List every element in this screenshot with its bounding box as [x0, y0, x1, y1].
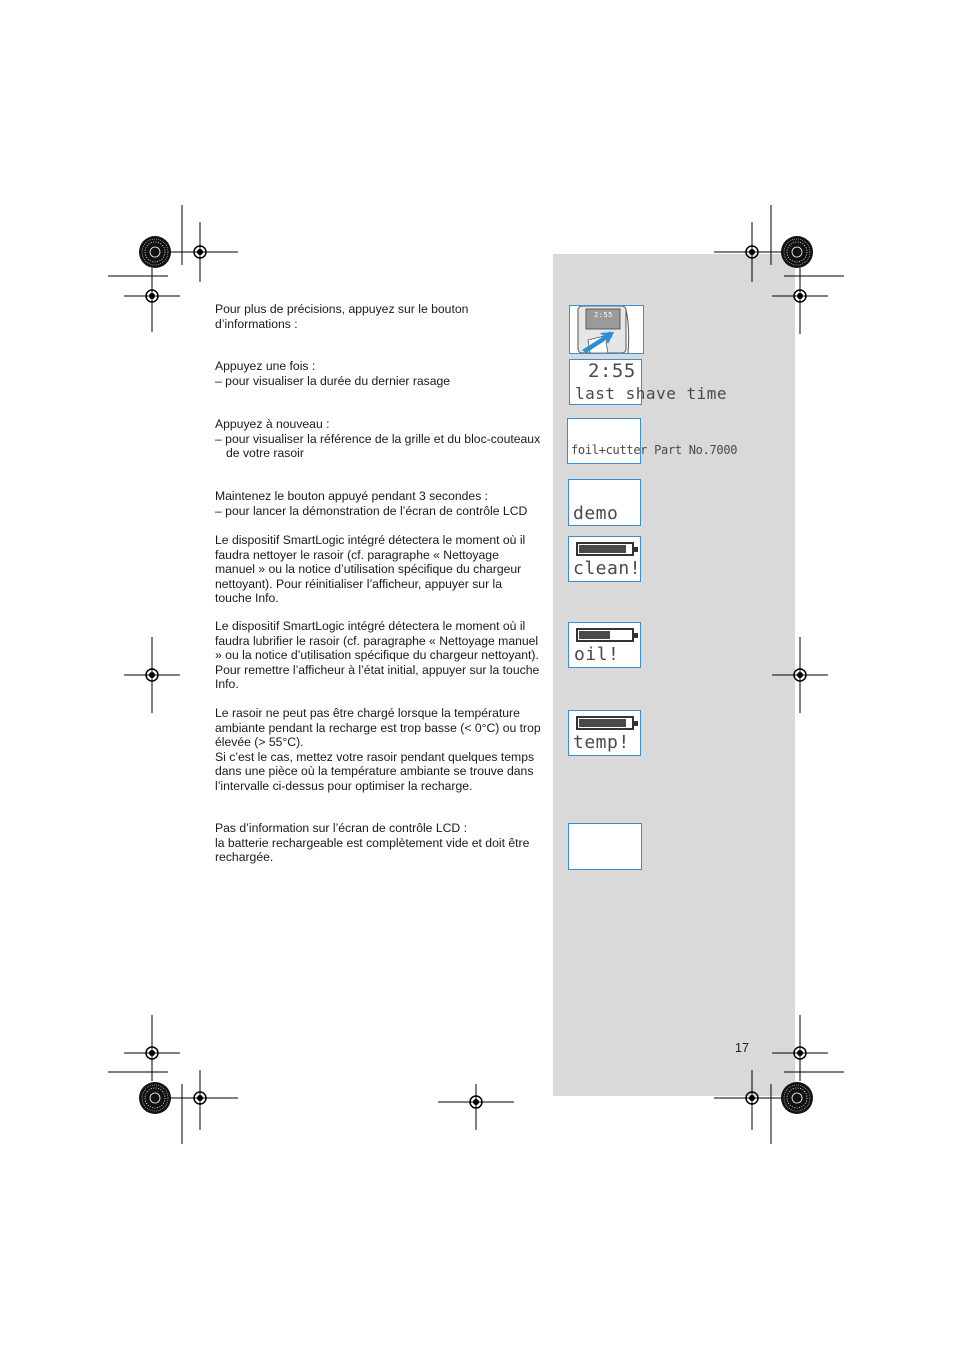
press-again-bullet: – pour visualiser la référence de la grille et du bloc-couteaux de votre rasoir	[215, 431, 541, 460]
battery-icon	[576, 716, 634, 730]
press-once-section	[215, 359, 541, 388]
intro-line-1: Pour plus de précisions, appuyez sur le bouton	[215, 302, 469, 316]
battery-icon	[576, 628, 634, 642]
clean-text: Le dispositif SmartLogic intégré détectera le moment où il faudra nettoyer le rasoir (cf. paragraphe « Nettoyage manuel » ou la notice d’utilisation spécifique du chargeur nettoyant). Pour réinitialiser l’afficheur, appuyer sur la touche Info.	[215, 533, 526, 605]
hold-button-section	[215, 489, 545, 518]
press-once-bullet: – pour visualiser la durée du dernier rasage	[215, 373, 451, 388]
clean-paragraph	[215, 533, 541, 606]
battery-icon	[576, 542, 634, 556]
hold-button-bullet: – pour lancer la démonstration de l’écran de contrôle LCD	[215, 503, 528, 518]
empty-display-paragraph	[215, 821, 541, 865]
page-number: 17	[735, 1041, 749, 1055]
lcd-oil-text: oil!	[574, 644, 620, 665]
lcd-demo	[568, 479, 641, 526]
lcd-demo-text: demo	[573, 503, 619, 524]
press-once-heading: Appuyez une fois :	[215, 359, 316, 373]
intro-line-2: d’informations :	[215, 316, 298, 331]
empty-display-text-2: la batterie rechargeable est complètement vide et doit être rechargée.	[215, 835, 530, 864]
lcd-clean-text: clean!	[573, 558, 642, 579]
hold-button-heading: Maintenez le bouton appuyé pendant 3 secondes :	[215, 489, 489, 503]
shaver-info-button-illustration	[569, 305, 644, 354]
info-button-intro	[215, 302, 541, 331]
oil-text: Le dispositif SmartLogic intégré détectera le moment où il faudra lubrifier le rasoir (cf. paragraphe « Nettoyage manuel » ou la notice d’utilisation spécifique du chargeur nettoyant). Pour remettre l’afficheur à l’état initial, appuyer sur la touche Info.	[215, 619, 540, 691]
lcd-empty	[568, 823, 642, 870]
lcd-time-value: 2:55	[588, 360, 636, 382]
registration-starburst-icon	[139, 236, 171, 268]
press-again-section	[215, 417, 541, 461]
lcd-time-caption: last shave time	[575, 384, 727, 403]
lcd-part-number	[567, 418, 738, 464]
oil-paragraph	[215, 619, 541, 692]
lcd-temp-text: temp!	[573, 732, 630, 753]
press-again-heading: Appuyez à nouveau :	[215, 417, 330, 431]
temperature-text-2: Si c’est le cas, mettez votre rasoir pendant quelques temps dans une pièce où la température ambiante se trouve dans l’intervalle ci-dessus pour optimiser la recharge.	[215, 749, 535, 793]
lcd-last-shave-time	[569, 359, 727, 405]
shaver-display-value: 2:55	[594, 311, 613, 319]
empty-display-text-1: Pas d’information sur l’écran de contrôle LCD :	[215, 821, 467, 835]
lcd-clean	[568, 536, 641, 582]
lcd-temp	[568, 710, 641, 756]
lcd-part-caption: foil+cutter Part No.7000	[571, 443, 738, 457]
temperature-paragraph	[215, 706, 541, 793]
lcd-oil	[568, 622, 641, 668]
temperature-text-1: Le rasoir ne peut pas être chargé lorsque la température ambiante pendant la recharge est trop basse (< 0°C) ou trop élevée (> 55°C).	[215, 706, 541, 749]
